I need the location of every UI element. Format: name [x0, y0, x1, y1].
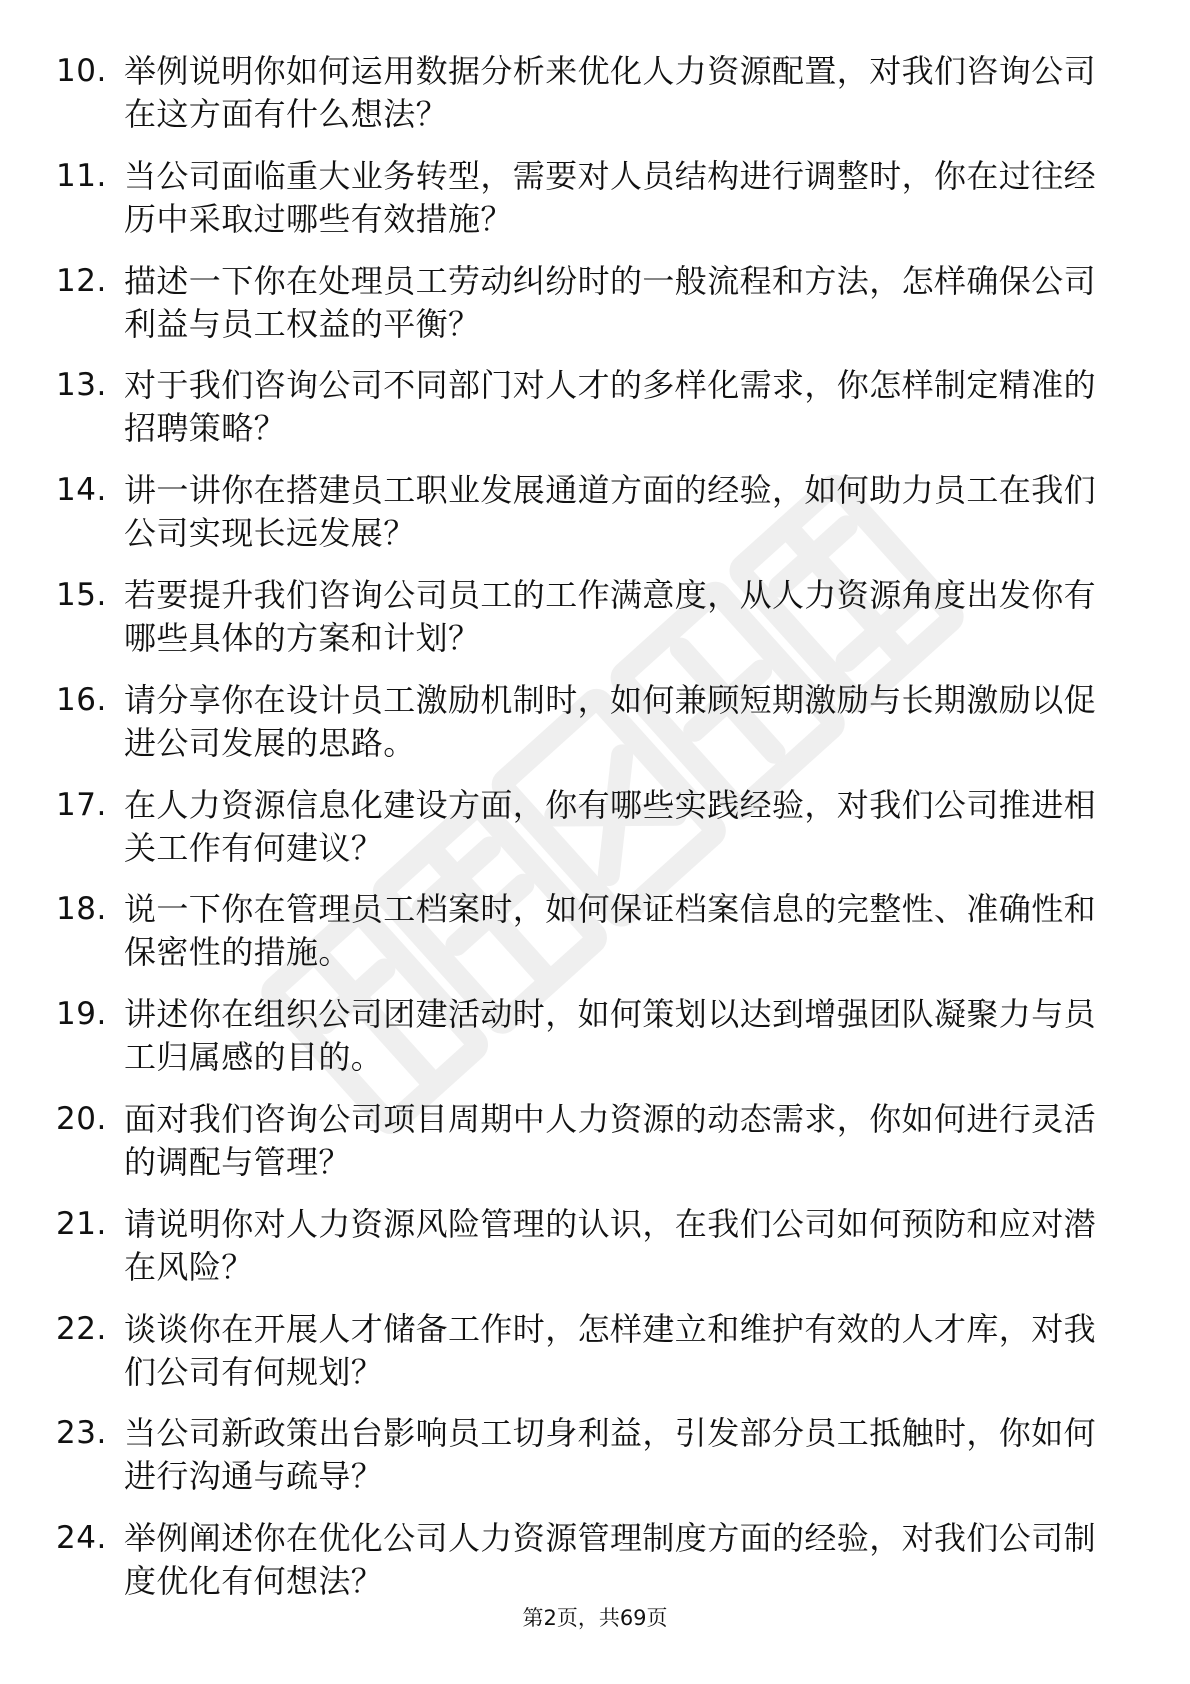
question-item [56, 364, 1110, 450]
question-text: 举例阐述你在优化公司人力资源管理制度方面的经验，对我们公司制度优化有何想法？ [124, 1519, 1097, 1601]
question-number: 24. [56, 1520, 107, 1557]
question-number: 13. [56, 367, 107, 404]
question-item [56, 1203, 1110, 1289]
question-number: 17. [56, 786, 107, 823]
question-number: 18. [56, 891, 107, 928]
question-number: 16. [56, 681, 107, 718]
question-number: 15. [56, 576, 107, 613]
question-number: 22. [56, 1310, 107, 1347]
question-text: 谈谈你在开展人才储备工作时，怎样建立和维护有效的人才库，对我们公司有何规划？ [124, 1309, 1097, 1391]
question-item [56, 888, 1110, 974]
question-item [56, 260, 1110, 346]
question-number: 23. [56, 1415, 107, 1452]
question-text: 面对我们咨询公司项目周期中人力资源的动态需求，你如何进行灵活的调配与管理？ [124, 1099, 1097, 1181]
question-item [56, 1308, 1110, 1394]
question-number: 20. [56, 1100, 107, 1137]
question-item [56, 1517, 1110, 1603]
question-item [56, 469, 1110, 555]
question-item [56, 993, 1110, 1079]
question-item [56, 50, 1110, 136]
question-number: 12. [56, 262, 107, 299]
question-item [56, 784, 1110, 870]
question-text: 说一下你在管理员工档案时，如何保证档案信息的完整性、准确性和保密性的措施。 [124, 890, 1097, 972]
question-number: 11. [56, 157, 107, 194]
page-footer: 第2页，共69页 [522, 1606, 668, 1630]
question-text: 描述一下你在处理员工劳动纠纷时的一般流程和方法，怎样确保公司利益与员工权益的平衡？ [124, 261, 1097, 343]
question-text: 若要提升我们咨询公司员工的工作满意度，从人力资源角度出发你有哪些具体的方案和计划？ [124, 575, 1097, 657]
question-item [56, 155, 1110, 241]
question-number: 19. [56, 996, 107, 1033]
question-number: 10. [56, 53, 107, 89]
question-text: 讲一讲你在搭建员工职业发展通道方面的经验，如何助力员工在我们公司实现长远发展？ [124, 471, 1097, 553]
question-text: 在人力资源信息化建设方面，你有哪些实践经验，对我们公司推进相关工作有何建议？ [124, 785, 1097, 867]
question-item [56, 1412, 1110, 1498]
question-item [56, 574, 1110, 660]
question-number: 14. [56, 472, 107, 509]
question-number: 21. [56, 1205, 107, 1242]
question-text: 举例说明你如何运用数据分析来优化人力资源配置，对我们咨询公司在这方面有什么想法？ [124, 52, 1097, 133]
question-list [56, 50, 1110, 1622]
question-text: 当公司新政策出台影响员工切身利益，引发部分员工抵触时，你如何进行沟通与疏导？ [124, 1414, 1097, 1496]
question-item [56, 1098, 1110, 1184]
question-text: 讲述你在组织公司团建活动时，如何策划以达到增强团队凝聚力与员工归属感的目的。 [124, 995, 1097, 1077]
question-text: 请说明你对人力资源风险管理的认识，在我们公司如何预防和应对潜在风险？ [124, 1204, 1097, 1286]
question-item [56, 679, 1110, 765]
question-text: 对于我们咨询公司不同部门对人才的多样化需求，你怎样制定精准的招聘策略？ [124, 366, 1097, 448]
question-text: 当公司面临重大业务转型，需要对人员结构进行调整时，你在过往经历中采取过哪些有效措施？ [124, 156, 1097, 238]
question-text: 请分享你在设计员工激励机制时，如何兼顾短期激励与长期激励以促进公司发展的思路。 [124, 680, 1097, 762]
